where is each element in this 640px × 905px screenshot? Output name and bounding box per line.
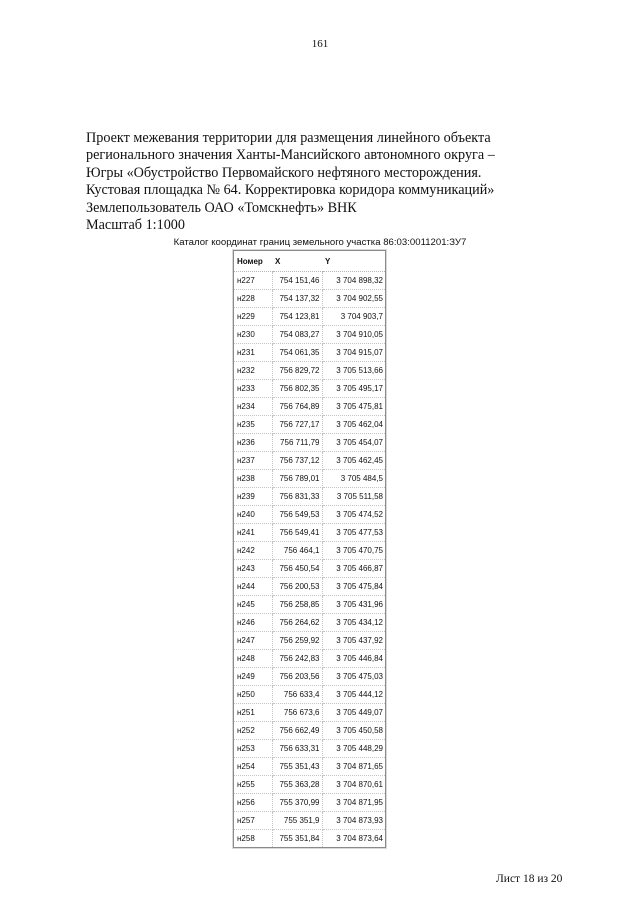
coordinate-y: 3 705 449,07 bbox=[322, 704, 385, 722]
table-row bbox=[234, 758, 385, 776]
coordinate-x: 755 370,99 bbox=[272, 794, 322, 812]
table-row bbox=[234, 794, 385, 812]
table-row bbox=[234, 326, 385, 344]
header-line: регионального значения Ханты-Мансийского автономного округа – bbox=[86, 147, 495, 164]
table-row bbox=[234, 362, 385, 380]
coordinate-y: 3 704 910,05 bbox=[322, 326, 385, 344]
point-number: н256 bbox=[234, 794, 272, 812]
point-number: н234 bbox=[234, 398, 272, 416]
table-row bbox=[234, 578, 385, 596]
coordinate-y: 3 704 873,93 bbox=[322, 812, 385, 830]
coordinate-y: 3 704 871,65 bbox=[322, 758, 385, 776]
table-row bbox=[234, 686, 385, 704]
coordinate-x: 756 662,49 bbox=[272, 722, 322, 740]
point-number: н231 bbox=[234, 344, 272, 362]
table-header-row bbox=[234, 251, 385, 272]
coordinate-x: 756 549,53 bbox=[272, 506, 322, 524]
table-row bbox=[234, 488, 385, 506]
coordinate-x: 756 802,35 bbox=[272, 380, 322, 398]
table-row bbox=[234, 596, 385, 614]
table-row bbox=[234, 380, 385, 398]
coordinate-catalog bbox=[233, 250, 386, 848]
point-number: н241 bbox=[234, 524, 272, 542]
coordinate-x: 756 464,1 bbox=[272, 542, 322, 560]
page-number: 161 bbox=[311, 38, 329, 50]
sheet-label: Лист 18 из 20 bbox=[496, 873, 563, 885]
coordinate-x: 754 137,32 bbox=[272, 290, 322, 308]
point-number: н228 bbox=[234, 290, 272, 308]
point-number: н245 bbox=[234, 596, 272, 614]
coordinate-y: 3 705 475,84 bbox=[322, 578, 385, 596]
table-row bbox=[234, 434, 385, 452]
table-row bbox=[234, 398, 385, 416]
point-number: н258 bbox=[234, 830, 272, 848]
point-number: н255 bbox=[234, 776, 272, 794]
point-number: н242 bbox=[234, 542, 272, 560]
coordinate-y: 3 705 477,53 bbox=[322, 524, 385, 542]
point-number: н247 bbox=[234, 632, 272, 650]
coordinate-x: 756 711,79 bbox=[272, 434, 322, 452]
coordinate-y: 3 705 450,58 bbox=[322, 722, 385, 740]
point-number: н250 bbox=[234, 686, 272, 704]
coordinate-y: 3 704 903,7 bbox=[322, 308, 385, 326]
table-row bbox=[234, 506, 385, 524]
coordinate-y: 3 705 470,75 bbox=[322, 542, 385, 560]
coordinate-y: 3 704 902,55 bbox=[322, 290, 385, 308]
table-row bbox=[234, 668, 385, 686]
coordinate-x: 756 789,01 bbox=[272, 470, 322, 488]
point-number: н239 bbox=[234, 488, 272, 506]
point-number: н229 bbox=[234, 308, 272, 326]
coordinate-y: 3 705 437,92 bbox=[322, 632, 385, 650]
table-row bbox=[234, 704, 385, 722]
point-number: н254 bbox=[234, 758, 272, 776]
coordinate-y: 3 705 474,52 bbox=[322, 506, 385, 524]
coordinate-y: 3 704 915,07 bbox=[322, 344, 385, 362]
table-row bbox=[234, 722, 385, 740]
table-row bbox=[234, 524, 385, 542]
column-header-x: X bbox=[272, 251, 322, 272]
coordinate-x: 754 083,27 bbox=[272, 326, 322, 344]
coordinate-x: 754 061,35 bbox=[272, 344, 322, 362]
table-row bbox=[234, 452, 385, 470]
scale-label: Масштаб 1:1000 bbox=[86, 217, 185, 234]
table-row bbox=[234, 308, 385, 326]
point-number: н235 bbox=[234, 416, 272, 434]
coordinate-x: 754 123,81 bbox=[272, 308, 322, 326]
coordinate-x: 756 258,85 bbox=[272, 596, 322, 614]
point-number: н246 bbox=[234, 614, 272, 632]
coordinate-y: 3 704 871,95 bbox=[322, 794, 385, 812]
coordinate-table bbox=[234, 251, 385, 847]
coordinate-x: 756 727,17 bbox=[272, 416, 322, 434]
point-number: н236 bbox=[234, 434, 272, 452]
table-row bbox=[234, 542, 385, 560]
coordinate-x: 754 151,46 bbox=[272, 272, 322, 290]
table-row bbox=[234, 776, 385, 794]
coordinate-x: 756 450,54 bbox=[272, 560, 322, 578]
table-row bbox=[234, 650, 385, 668]
table-row bbox=[234, 740, 385, 758]
column-header-number: Номер bbox=[234, 251, 272, 272]
point-number: н257 bbox=[234, 812, 272, 830]
coordinate-y: 3 705 434,12 bbox=[322, 614, 385, 632]
point-number: н253 bbox=[234, 740, 272, 758]
table-row bbox=[234, 560, 385, 578]
point-number: н238 bbox=[234, 470, 272, 488]
coordinate-y: 3 705 446,84 bbox=[322, 650, 385, 668]
coordinate-x: 756 673,6 bbox=[272, 704, 322, 722]
table-row bbox=[234, 416, 385, 434]
coordinate-y: 3 705 484,5 bbox=[322, 470, 385, 488]
coordinate-x: 756 737,12 bbox=[272, 452, 322, 470]
coordinate-y: 3 705 462,45 bbox=[322, 452, 385, 470]
coordinate-x: 755 351,84 bbox=[272, 830, 322, 848]
coordinate-x: 756 549,41 bbox=[272, 524, 322, 542]
table-row bbox=[234, 290, 385, 308]
point-number: н233 bbox=[234, 380, 272, 398]
point-number: н252 bbox=[234, 722, 272, 740]
point-number: н248 bbox=[234, 650, 272, 668]
coordinate-x: 756 259,92 bbox=[272, 632, 322, 650]
coordinate-y: 3 705 475,03 bbox=[322, 668, 385, 686]
coordinate-x: 756 200,53 bbox=[272, 578, 322, 596]
coordinate-y: 3 705 448,29 bbox=[322, 740, 385, 758]
coordinate-x: 756 764,89 bbox=[272, 398, 322, 416]
point-number: н249 bbox=[234, 668, 272, 686]
point-number: н230 bbox=[234, 326, 272, 344]
point-number: н251 bbox=[234, 704, 272, 722]
coordinate-y: 3 704 870,61 bbox=[322, 776, 385, 794]
table-row bbox=[234, 344, 385, 362]
header-line: Кустовая площадка № 64. Корректировка коридора коммуникаций» bbox=[86, 182, 495, 199]
column-header-y: Y bbox=[322, 251, 385, 272]
coordinate-x: 755 351,9 bbox=[272, 812, 322, 830]
coordinate-y: 3 705 513,66 bbox=[322, 362, 385, 380]
coordinate-y: 3 704 898,32 bbox=[322, 272, 385, 290]
table-row bbox=[234, 632, 385, 650]
point-number: н237 bbox=[234, 452, 272, 470]
header-line: Землепользователь ОАО «Томскнефть» ВНК bbox=[86, 199, 357, 216]
catalog-caption: Каталог координат границ земельного участка 86:03:0011201:ЗУ7 bbox=[173, 237, 467, 248]
coordinate-x: 756 829,72 bbox=[272, 362, 322, 380]
table-row bbox=[234, 812, 385, 830]
coordinate-x: 755 363,28 bbox=[272, 776, 322, 794]
point-number: н244 bbox=[234, 578, 272, 596]
table-row bbox=[234, 470, 385, 488]
coordinate-y: 3 705 454,07 bbox=[322, 434, 385, 452]
coordinate-y: 3 705 475,81 bbox=[322, 398, 385, 416]
header-line: Югры «Обустройство Первомайского нефтяного месторождения. bbox=[86, 164, 482, 181]
header-line: Проект межевания территории для размещения линейного объекта bbox=[86, 130, 491, 146]
point-number: н232 bbox=[234, 362, 272, 380]
coordinate-x: 756 633,31 bbox=[272, 740, 322, 758]
coordinate-x: 756 264,62 bbox=[272, 614, 322, 632]
point-number: н243 bbox=[234, 560, 272, 578]
coordinate-y: 3 705 495,17 bbox=[322, 380, 385, 398]
coordinate-y: 3 705 462,04 bbox=[322, 416, 385, 434]
point-number: н227 bbox=[234, 272, 272, 290]
coordinate-rows bbox=[234, 272, 385, 848]
coordinate-y: 3 705 511,58 bbox=[322, 488, 385, 506]
table-row bbox=[234, 830, 385, 848]
coordinate-x: 755 351,43 bbox=[272, 758, 322, 776]
coordinate-x: 756 831,33 bbox=[272, 488, 322, 506]
coordinate-x: 756 242,83 bbox=[272, 650, 322, 668]
coordinate-y: 3 705 431,96 bbox=[322, 596, 385, 614]
coordinate-y: 3 705 444,12 bbox=[322, 686, 385, 704]
coordinate-x: 756 633,4 bbox=[272, 686, 322, 704]
document-header bbox=[86, 130, 556, 234]
coordinate-y: 3 704 873,64 bbox=[336, 834, 383, 843]
point-number: н240 bbox=[234, 506, 272, 524]
coordinate-y: 3 705 466,87 bbox=[322, 560, 385, 578]
coordinate-x: 756 203,56 bbox=[272, 668, 322, 686]
table-row bbox=[234, 272, 385, 290]
table-row bbox=[234, 614, 385, 632]
